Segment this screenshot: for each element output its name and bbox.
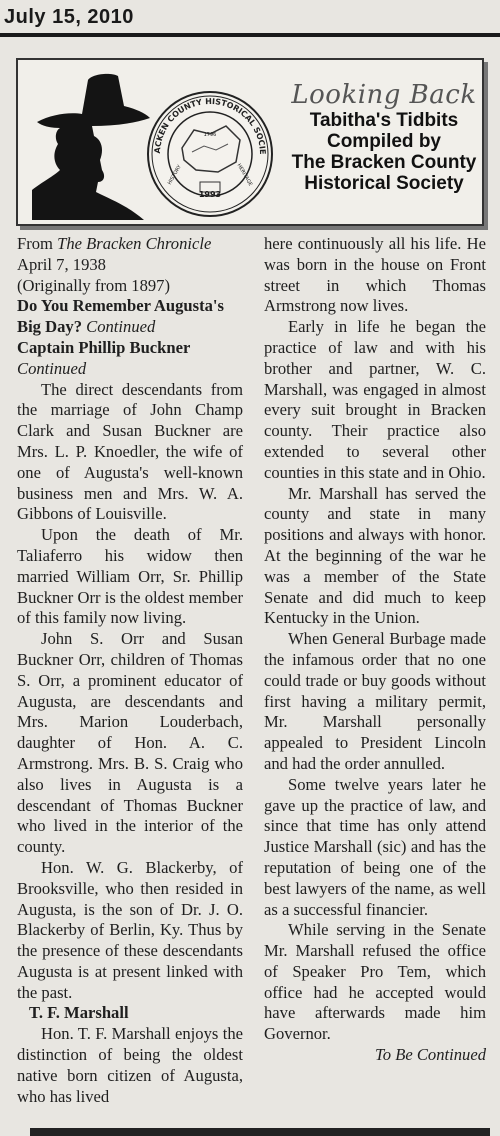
column-header-box: [16, 58, 484, 226]
paragraph: Hon. T. F. Marshall enjoys the distinction of being the oldest native born citizen of Augusta, who has lived: [17, 1024, 243, 1106]
paragraph: Hon. W. G. Blackerby, of Brooksville, who then resided in Augusta, is the son of Dr. J. O. Blackerby of Berlin, Ky. Thus by the presence of these descendants Augusta is at present linked with the past.: [17, 857, 243, 1002]
source-prefix: From: [17, 234, 58, 253]
seal-inner-year: 1796: [203, 132, 217, 138]
column-heading: [286, 80, 482, 194]
svg-text:BRACKEN COUNTY HISTORICAL SOCI: ACKEN COUNTY HISTORICAL SOCIE: [152, 96, 268, 155]
source-publication: The Bracken Chronicle: [57, 234, 212, 253]
paragraph: The direct descendants from the marriage of John Champ Clark and Susan Buckner are Mrs. L. P. Knoedler, the wife of one of Augusta's well-known business men and Mrs. W. A. Gibbons of Louisville.: [17, 379, 243, 524]
paragraph: While serving in the Senate Mr. Marshall refused the office of Speaker Pro Tem, which office had he accepted would have afterwards made him Governor.: [264, 920, 486, 1044]
article-column-right: [264, 234, 486, 1066]
article-column-left: [17, 234, 243, 1107]
seal-text-layer: [146, 90, 274, 218]
compiled-by: Compiled by: [326, 131, 441, 152]
paragraph: John S. Orr and Susan Buckner Orr, children of Thomas S. Orr, a prominent educator of Augusta, are descendants and Mrs. Marion Louderbach, daughter of Hon. A. C. Armstrong. Mrs. B. S. Craig who also lives in Augusta is a descendant of Thomas Buckner who lived in the interior of the county.: [17, 629, 243, 857]
section-heading-marshall: T. F. Marshall: [29, 1003, 129, 1023]
issue-date: July 15, 2010: [4, 6, 134, 28]
footer-rule: [30, 1128, 490, 1136]
society-line-1: The Bracken County: [291, 152, 477, 173]
column-name: Tabitha's Tidbits: [309, 110, 459, 131]
article-subhead: Captain Phillip Buckner: [17, 337, 191, 357]
header-rule: [0, 33, 500, 37]
looking-back-title: Looking Back: [291, 80, 477, 110]
seal-right-word: HERITAGE: [235, 162, 254, 188]
seal-year: 1993: [198, 190, 222, 199]
source-date: April 7, 1938: [17, 254, 106, 274]
subhead-continued: Continued: [17, 358, 87, 378]
article-headline: [17, 296, 243, 338]
to-be-continued: To Be Continued: [375, 1045, 486, 1065]
source-line: [17, 234, 243, 255]
paragraph: Early in life he began the practice of law and with his brother and partner, W. C. Marshall, was engaged in almost every suit brought in Bracken county. Their practice also extended to several other counties in this state and in Ohio.: [264, 317, 486, 482]
headline-text: Do You Remember Augusta's Big Day?: [17, 296, 224, 337]
paragraph: Mr. Marshall has served the county and state in many positions and always with honor. At the beginning of the war he was a member of the State Senate and did much to keep Kentucky in the Union.: [264, 483, 486, 628]
headline-continued: Continued: [82, 317, 156, 337]
society-line-2: Historical Society: [304, 173, 464, 194]
paragraph: When General Burbage made the infamous order that no one could trade or buy goods without first having a military permit, Mr. Marshall personally appealed to President Lincoln and had the order annulled.: [264, 629, 486, 773]
source-original: (Originally from 1897): [17, 275, 170, 295]
cowboy-silhouette-icon: [32, 70, 152, 220]
paragraph: Upon the death of Mr. Taliaferro his widow then married William Orr, Sr. Phillip Buckner Orr is the oldest member of this family now living.: [17, 525, 243, 628]
paragraph-continued: here continuously all his life. He was born in the house on Front street in which Thomas Armstrong now lives.: [264, 234, 486, 316]
seal-left-word: HISTORY: [166, 164, 183, 186]
paragraph: Some twelve years later he gave up the practice of law, and since that time has only attend Justice Marshall (sic) and has the reputation of being one of the best lawyers of the name, as well as a successful financier.: [264, 774, 486, 919]
